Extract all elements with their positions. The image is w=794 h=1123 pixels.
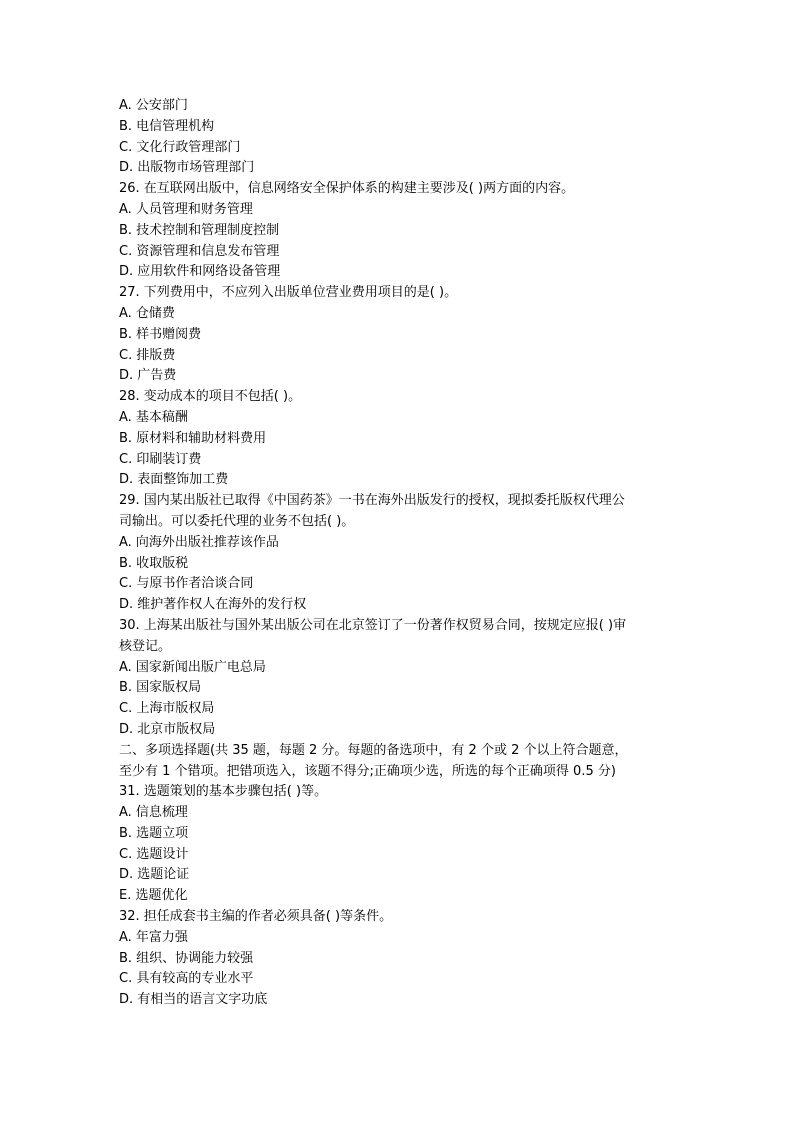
question-line-continued: 司输出。可以委托代理的业务不包括( )。 (119, 513, 355, 529)
option-line: C. 文化行政管理部门 (119, 139, 241, 155)
option-line: D. 广告费 (119, 368, 177, 384)
option-line: D. 有相当的语言文字功底 (119, 992, 268, 1008)
question-line: 29. 国内某出版社已取得《中国药茶》一书在海外出版发行的授权，现拟委托版权代理公 (119, 493, 625, 509)
question-line: 30. 上海某出版社与国外某出版公司在北京签订了一份著作权贸易合同，按规定应报( )审 (119, 617, 627, 633)
option-line: D. 出版物市场管理部门 (119, 160, 255, 176)
document-page (119, 96, 679, 1011)
option-line: B. 收取版税 (119, 555, 189, 571)
option-line: A. 向海外出版社推荐该作品 (119, 534, 279, 550)
option-line: C. 排版费 (119, 347, 176, 363)
question-line-continued: 核登记。 (119, 638, 172, 654)
option-line: A. 年富力强 (119, 929, 188, 945)
question-line: 26. 在互联网出版中，信息网络安全保护体系的构建主要涉及( )两方面的内容。 (119, 181, 575, 197)
option-line: D. 选题论证 (119, 867, 190, 883)
option-line: B. 样书赠阅费 (119, 326, 202, 342)
option-line: B. 原材料和辅助材料费用 (119, 430, 267, 446)
question-line: 27. 下列费用中，不应列入出版单位营业费用项目的是( )。 (119, 285, 458, 301)
option-line: B. 国家版权局 (119, 680, 202, 696)
question-line: 32. 担任成套书主编的作者必须具备( )等条件。 (119, 909, 393, 925)
option-line: C. 资源管理和信息发布管理 (119, 243, 280, 259)
option-line: D. 维护著作权人在海外的发行权 (119, 597, 307, 613)
option-line: D. 表面整饰加工费 (119, 472, 229, 488)
option-line: A. 公安部门 (119, 98, 188, 113)
option-line: C. 印刷装订费 (119, 451, 202, 467)
option-line: C. 与原书作者洽谈合同 (119, 576, 254, 592)
question-line: 28. 变动成本的项目不包括( )。 (119, 389, 302, 405)
option-line: C. 具有较高的专业水平 (119, 971, 254, 987)
option-line: A. 人员管理和财务管理 (119, 201, 253, 217)
option-line: B. 选题立项 (119, 825, 189, 841)
option-line: D. 北京市版权局 (119, 721, 216, 737)
option-line: A. 仓储费 (119, 305, 175, 321)
option-line: A. 基本稿酬 (119, 409, 188, 425)
question-line: 31. 选题策划的基本步骤包括( )等。 (119, 784, 328, 800)
option-line: B. 电信管理机构 (119, 118, 215, 134)
option-line: B. 组织、协调能力较强 (119, 950, 254, 966)
option-line: A. 国家新闻出版广电总局 (119, 659, 266, 675)
option-line: B. 技术控制和管理制度控制 (119, 222, 280, 238)
option-line: C. 选题设计 (119, 846, 189, 862)
option-line: C. 上海市版权局 (119, 701, 215, 717)
option-line: A. 信息梳理 (119, 805, 188, 821)
option-line: E. 选题优化 (119, 888, 188, 904)
option-line: D. 应用软件和网络设备管理 (119, 264, 281, 280)
section-heading-continued: 至少有 1 个错项。把错项选入，该题不得分;正确项少选，所选的每个正确项得 0.5 分) (119, 763, 616, 779)
section-heading: 二、多项选择题(共 35 题，每题 2 分。每题的备选项中，有 2 个或 2 个以上符合题意， (119, 742, 628, 758)
